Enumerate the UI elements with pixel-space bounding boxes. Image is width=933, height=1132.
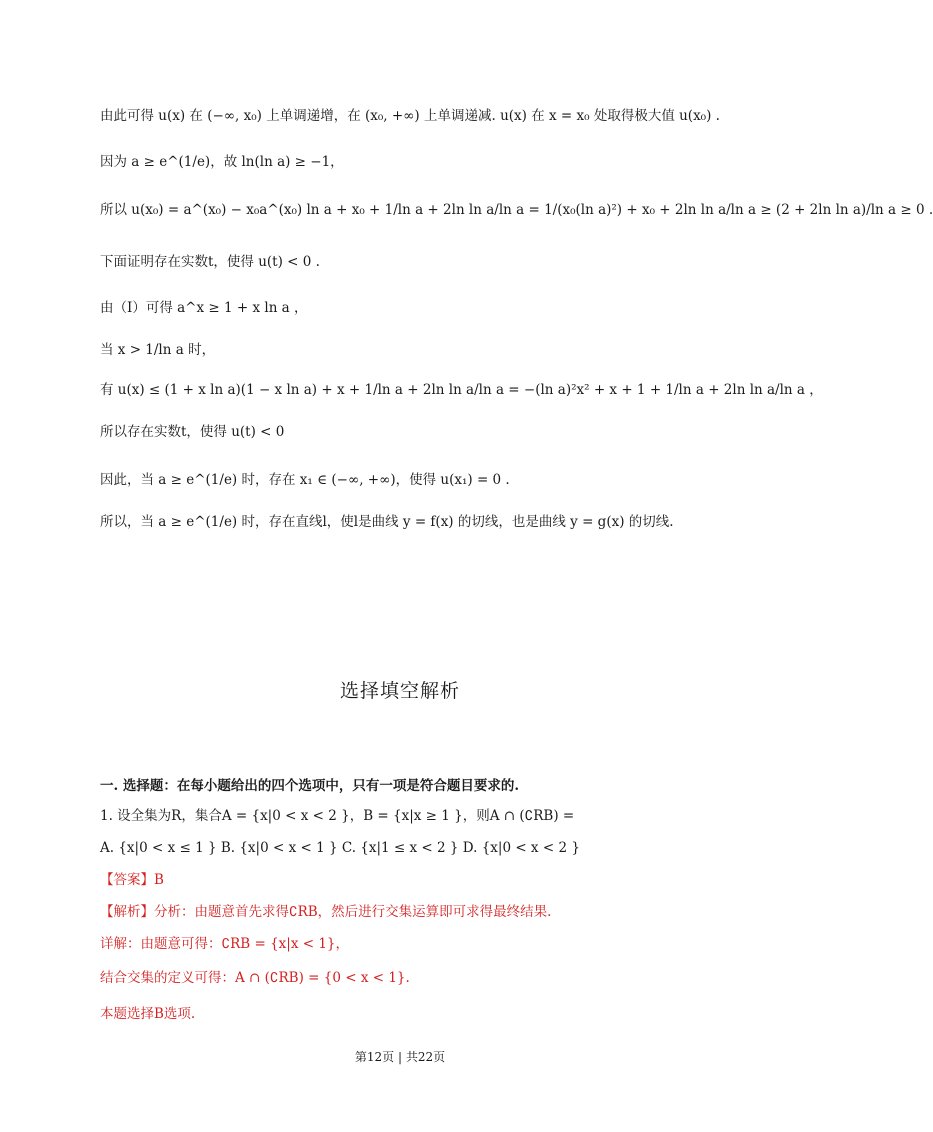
page-footer: 第12页 | 共22页 <box>354 1050 446 1064</box>
section-heading: 选择填空解析 <box>339 680 460 702</box>
proof-line-so-exists-t: 所以存在实数t，使得 u(t) < 0 <box>100 424 285 440</box>
proof-line-inequality: 有 u(x) ≤ (1 + x ln a)(1 − x ln a) + x + 1/ln a + 2ln ln a/ln a = −(ln a)²x² + x + 1 + 1/ln a + 2ln ln a/ln a ， <box>100 382 823 398</box>
answer-label: 【答案】B <box>100 872 164 888</box>
detail-line-2: 结合交集的定义可得：A ∩ (∁RB) = {0 < x < 1}. <box>100 970 410 986</box>
proof-line-therefore: 因此，当 a ≥ e^(1/e) 时，存在 x₁ ∈ (−∞, +∞)，使得 u(x₁) = 0 . <box>100 472 510 488</box>
proof-line-conclusion: 所以，当 a ≥ e^(1/e) 时，存在直线l，使l是曲线 y = f(x) 的切线，也是曲线 y = g(x) 的切线. <box>100 514 674 530</box>
part-title: 一. 选择题：在每小题给出的四个选项中，只有一项是符合题目要求的. <box>100 778 520 794</box>
detail-line-3: 本题选择B选项. <box>100 1006 196 1022</box>
detail-line-1: 详解：由题意可得：∁RB = {x|x < 1}， <box>100 936 350 952</box>
proof-line-u-x0: 所以 u(x₀) = a^(x₀) − x₀a^(x₀) ln a + x₀ + 1/ln a + 2ln ln a/ln a = 1/(x₀(ln a)²) + x₀ + 2ln ln a/ln a ≥ (2 + 2ln ln a)/ln a ≥ 0 . <box>100 202 933 218</box>
proof-line-when-x: 当 x > 1/ln a 时， <box>100 342 216 358</box>
proof-line-because: 因为 a ≥ e^(1/e)，故 ln(ln a) ≥ −1， <box>100 154 344 170</box>
proof-line-monotonic: 由此可得 u(x) 在 (−∞, x₀) 上单调递增，在 (x₀, +∞) 上单调递减. u(x) 在 x = x₀ 处取得极大值 u(x₀) . <box>100 108 720 124</box>
analysis-text: 【解析】分析：由题意首先求得∁RB，然后进行交集运算即可求得最终结果. <box>100 904 552 920</box>
question-options: A. {x|0 < x ≤ 1 } B. {x|0 < x < 1 } C. {x|1 ≤ x < 2 } D. {x|0 < x < 2 } <box>100 840 580 856</box>
question-stem: 1. 设全集为R，集合A = {x|0 < x < 2 }，B = {x|x ≥ 1 }，则A ∩ (∁RB) = <box>100 808 575 824</box>
proof-line-from-I: 由（I）可得 a^x ≥ 1 + x ln a ， <box>100 300 308 316</box>
proof-line-exists-t: 下面证明存在实数t，使得 u(t) < 0 . <box>100 254 320 270</box>
